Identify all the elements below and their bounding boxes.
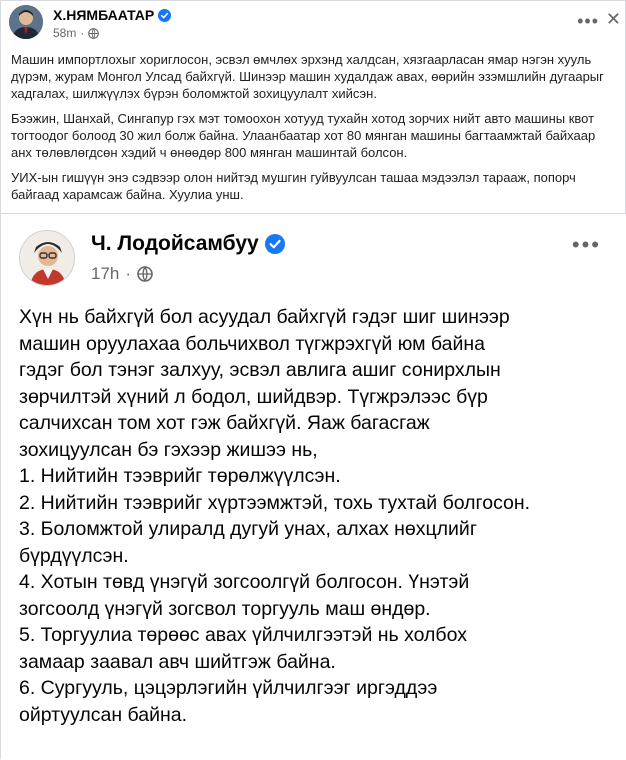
shared-avatar-image — [20, 231, 75, 286]
shared-text-line: 4. Хотын төвд үнэгүй зогсоолгүй болгосон. Үнэтэй — [19, 571, 470, 593]
post-header — [9, 5, 621, 45]
shared-text-line: бүрдүүлсэн. — [19, 544, 129, 567]
shared-author-row — [91, 232, 285, 256]
shared-text-line: 5. Торгуулиа төрөөс авах үйлчилгээтэй нь холбох — [19, 624, 467, 646]
verified-badge-icon — [265, 234, 285, 254]
post-paragraph: УИХ-ын гишүүн энэ сэдвээр олон нийтэд мушгин гуйвуулсан ташаа мэдээлэл тарааж, попорч байгаад харамсаж байна. Хуулиа унш. — [11, 170, 576, 202]
post-paragraph: Бээжин, Шанхай, Сингапур гэх мэт томоохон хотууд тухайн хотод зорчих нийт авто машины квот тогтоодог болоод 30 жил болж байна. Улаанбаатар хот 80 мянган машины багтаамжтай байхаар анх төлөвлөгдсөн хэдий ч өнөөдөр 800 мянган машинтай болсон. — [11, 111, 596, 160]
post-text — [11, 51, 617, 211]
author-avatar-image — [9, 5, 43, 39]
post-paragraph: Машин импортлохыг хориглосон, эсвэл өмчлөх эрхэнд халдсан, хязгаарласан ямар нэгэн хууль дүрэм, журам Монгол Улсад байхгүй. Шинээр машин худалдаж авах, өөрийн эзэмшлийн дугаарыг хадгалах, шилжүүлэх бүрэн боломжтой зохицуулалт хийсэн. — [11, 52, 604, 101]
shared-text-line: замаар заавал авч шийтгэж байна. — [19, 650, 336, 673]
author-name[interactable]: Х.НЯМБААТАР — [53, 7, 155, 23]
shared-text-line: ойртуулсан байна. — [19, 703, 188, 726]
shared-text-line: машин оруулахаа больчихвол түгжрэхгүй юм байна — [19, 332, 485, 355]
shared-text-line: Хүн нь байхгүй бол асуудал байхгүй гэдэг шиг шинээр — [19, 306, 510, 328]
post-time[interactable]: 58m — [53, 26, 77, 40]
shared-text-line: салчихсан том хот гэж байхгүй. Яаж багасгаж — [19, 412, 430, 434]
globe-icon — [88, 28, 99, 39]
shared-text-line: 2. Нийтийн тээврийг хүртээмжтэй, тохь тухтай болгосон. — [19, 491, 531, 514]
shared-text-line: зогсоолд үнэгүй зогсвол торгууль маш өндөр. — [19, 597, 431, 620]
post-meta — [53, 26, 99, 40]
meta-separator: · — [125, 264, 132, 283]
globe-icon — [137, 266, 153, 282]
author-avatar[interactable] — [9, 5, 43, 39]
shared-author-name[interactable]: Ч. Лодойсамбуу — [91, 232, 259, 255]
shared-text-line: 1. Нийтийн тээврийг төрөлжүүлсэн. — [19, 465, 341, 487]
shared-text-line: зохицуулсан бэ гэхээр жишээ нь, — [19, 438, 318, 461]
shared-text-line: гэдэг бол тэнэг залхуу, эсвэл авлига ашиг сонирхлын — [19, 359, 501, 381]
shared-author-avatar[interactable] — [19, 230, 75, 286]
verified-badge-icon — [158, 9, 171, 22]
meta-separator: · — [80, 26, 85, 40]
shared-more-options-icon[interactable]: ••• — [571, 232, 601, 257]
more-options-icon[interactable]: ••• — [577, 11, 599, 31]
shared-post-body — [19, 304, 619, 728]
close-icon[interactable]: ✕ — [605, 9, 621, 29]
shared-text-line: 3. Боломжтой улиралд дугуй унах, алхах нөхцлийг — [19, 518, 477, 540]
shared-post-screenshot — [1, 213, 626, 760]
shared-post-meta — [91, 264, 153, 284]
author-name-row — [53, 7, 171, 23]
shared-post-time[interactable]: 17h — [91, 264, 120, 283]
shared-text-line: зөрчилтэй хүний л бодол, шийдвэр. Түгжрэлээс бүр — [19, 385, 488, 408]
shared-text-line: 6. Сургууль, цэцэрлэгийн үйлчилгээг иргэддээ — [19, 677, 438, 699]
